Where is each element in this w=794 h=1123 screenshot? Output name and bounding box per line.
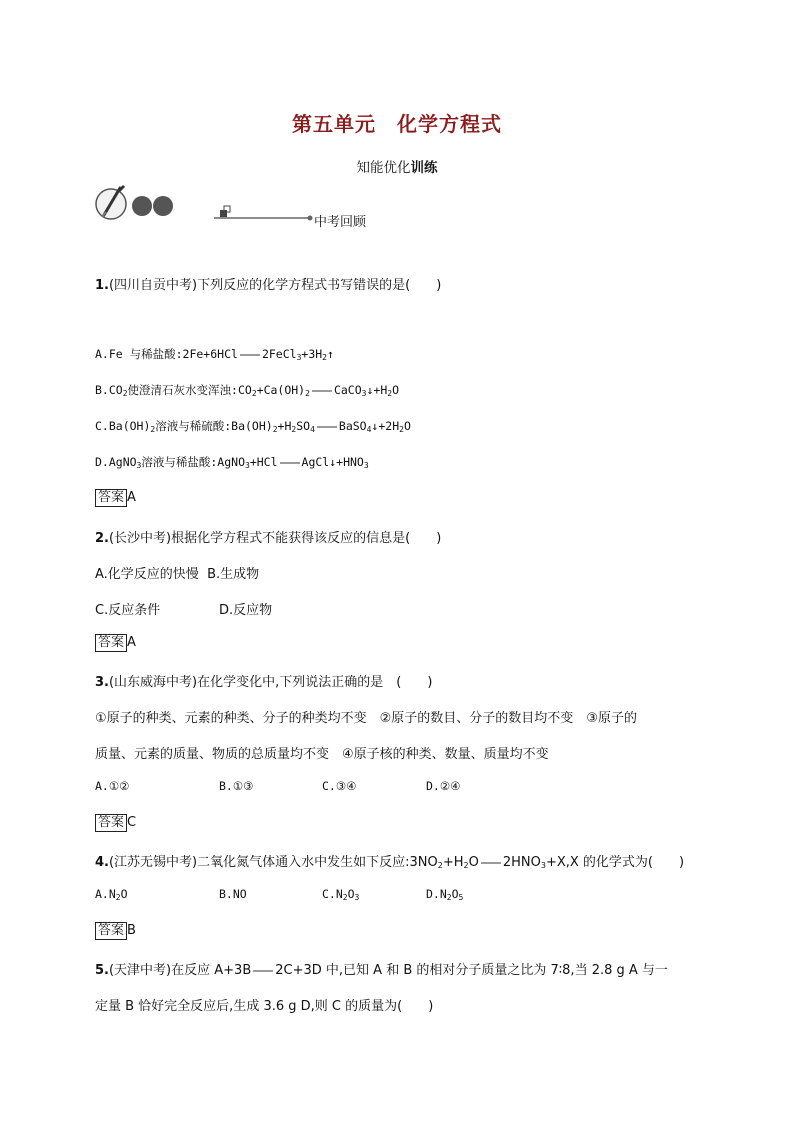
answer-label: 答案: [95, 922, 127, 940]
question-3: 3.(山东威海中考)在化学变化中,下列说法正确的是 ( ): [95, 675, 433, 690]
q1-option-a: A.Fe 与稀盐酸:2Fe+6HCl $2FeCl_3+3H_2↑$: [95, 347, 334, 362]
pen-icon: [96, 185, 126, 219]
dot-icon: [132, 196, 152, 216]
q1-option-b: $B.CO_2$使澄清石灰水变浑浊$:CO_2+Ca(OH)_2$ $CaCO_3↓+H_2O$: [95, 383, 400, 398]
q4-options: $A.N_2O$ B.NO $C.N_2O_3$ $D.N_2O_5$: [95, 887, 464, 902]
q3-statements-1: ①原子的种类、元素的种类、分子的种类均不变 ②原子的数目、分子的数目均不变 ③原子的: [95, 711, 637, 726]
q2-options-row2: C.反应条件 D.反应物: [95, 603, 273, 618]
page-title: 第五单元 化学方程式: [292, 112, 502, 136]
answer-label: 答案: [95, 634, 127, 652]
dot-icon: [153, 196, 173, 216]
q3-answer: 答案 C: [95, 814, 136, 832]
q2-answer: 答案 A: [95, 634, 136, 652]
question-2: 2.(长沙中考)根据化学方程式不能获得该反应的信息是( ): [95, 531, 442, 546]
q3-options: A.①② B.①③ C.③④ D.②④: [95, 779, 461, 793]
q2-options-row1: A.化学反应的快慢 B.生成物: [95, 567, 260, 582]
section-label: 中考回顾: [314, 215, 367, 230]
question-5: 5.(天津中考)在反应 A+3B 2C+3D 中,已知 A 和 B 的相对分子质量之比为 7∶8,当 2.8 g A 与一: [95, 963, 668, 978]
question-1: 1.(四川自贡中考)下列反应的化学方程式书写错误的是( ): [95, 278, 442, 293]
q4-answer: 答案 B: [95, 922, 136, 940]
q1-option-d: D.AgNO$_3$溶液与稀盐酸:AgNO$_3$+HCl $AgCl↓+HNO_3$: [95, 455, 369, 470]
answer-label: 答案: [95, 489, 127, 507]
question-4: 4.(江苏无锡中考)二氧化氮气体通入水中发生如下反应$:3NO_2+H_2O$ $2HNO_3+X,X$ 的化学式为( ): [95, 855, 685, 870]
question-5-line2: 定量 B 恰好完全反应后,生成 3.6 g D,则 C 的质量为( ): [95, 999, 434, 1014]
subtitle: 知能优化训练: [356, 160, 438, 176]
answer-label: 答案: [95, 814, 127, 832]
q3-statements-2: 质量、元素的质量、物质的总质量均不变 ④原子核的种类、数量、质量均不变: [95, 747, 549, 762]
q1-answer: 答案 A: [95, 489, 136, 507]
q1-option-c: $C.Ba(OH)_2$溶液与稀硫酸$:Ba(OH)_2+H_2SO_4$ $BaSO_4↓+2H_2O$: [95, 419, 411, 434]
